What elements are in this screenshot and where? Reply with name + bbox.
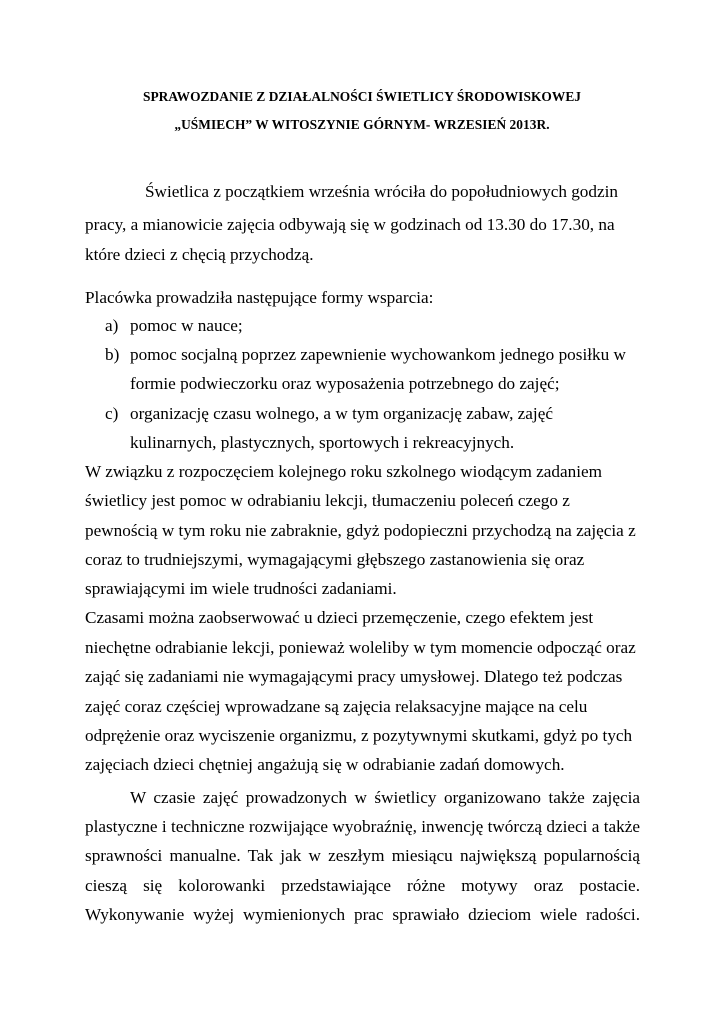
list-item-text: organizację czasu wolnego, a w tym organizację zabaw, zajęć <box>130 404 553 423</box>
paragraph-line: sprawności manualne. Tak jak w zeszłym miesiącu największą popularnością <box>85 846 640 865</box>
paragraph-line: coraz to trudniejszymi, wymagającymi głębszego zastanowienia się oraz <box>85 550 585 569</box>
paragraph-line: Wykonywanie wyżej wymienionych prac sprawiało dzieciom wiele radości. <box>85 905 640 924</box>
paragraph-line: W związku z rozpoczęciem kolejnego roku szkolnego wiodącym zadaniem <box>85 462 603 481</box>
paragraph-line: pracy, a mianowicie zajęcia odbywają się w godzinach od 13.30 do 17.30, na <box>85 215 615 234</box>
list-item-text: pomoc socjalną poprzez zapewnienie wychowankom jednego posiłku w <box>130 345 626 364</box>
list-item-text: formie podwieczorku oraz wyposażenia potrzebnego do zajęć; <box>130 374 560 393</box>
paragraph-line: W czasie zajęć prowadzonych w świetlicy organizowano także zajęcia <box>130 788 640 807</box>
paragraph-line: zajęć coraz częściej wprowadzane są zajęcia relaksacyjne mające na celu <box>85 697 588 716</box>
list-item-text: pomoc w nauce; <box>130 316 243 335</box>
paragraph-line: które dzieci z chęcią przychodzą. <box>85 245 314 264</box>
paragraph-line: niechętne odrabianie lekcji, ponieważ woleliby w tym momencie odpocząć oraz <box>85 638 636 657</box>
paragraph-line: cieszą się kolorowanki przedstawiające różne motywy oraz postacie. <box>85 876 640 895</box>
document-title-line-2: „UŚMIECH” W WITOSZYNIE GÓRNYM- WRZESIEŃ 2013R. <box>174 117 550 132</box>
list-marker: b) <box>105 345 120 364</box>
paragraph-line: pewnością w tym roku nie zabraknie, gdyż podopieczni przychodzą na zajęcia z <box>85 521 636 540</box>
paragraph-line: świetlicy jest pomoc w odrabianiu lekcji, tłumaczeniu poleceń czego z <box>85 491 570 510</box>
list-marker: a) <box>105 316 119 335</box>
paragraph-line: Czasami można zaobserwować u dzieci przemęczenie, czego efektem jest <box>85 608 594 627</box>
paragraph-line: zajęciach dzieci chętniej angażują się w odrabianie zadań domowych. <box>85 755 565 774</box>
paragraph-line: Świetlica z początkiem września wróciła do popołudniowych godzin <box>145 182 618 201</box>
paragraph-line: plastyczne i techniczne rozwijające wyobraźnię, inwencję twórczą dzieci a także <box>85 817 640 836</box>
document-title-line-1: SPRAWOZDANIE Z DZIAŁALNOŚCI ŚWIETLICY ŚRODOWISKOWEJ <box>142 89 582 104</box>
paragraph-line: odprężenie oraz wyciszenie organizmu, z pozytywnymi skutkami, gdyż po tych <box>85 726 633 745</box>
paragraph-line: zająć się zadaniami nie wymagającymi pracy umysłowej. Dlatego też podczas <box>85 667 623 686</box>
support-forms-intro: Placówka prowadziła następujące formy wsparcia: <box>85 288 434 307</box>
list-marker: c) <box>105 404 119 423</box>
paragraph-line: sprawiającymi im wiele trudności zadaniami. <box>85 579 397 598</box>
list-item-text: kulinarnych, plastycznych, sportowych i rekreacyjnych. <box>130 433 515 452</box>
